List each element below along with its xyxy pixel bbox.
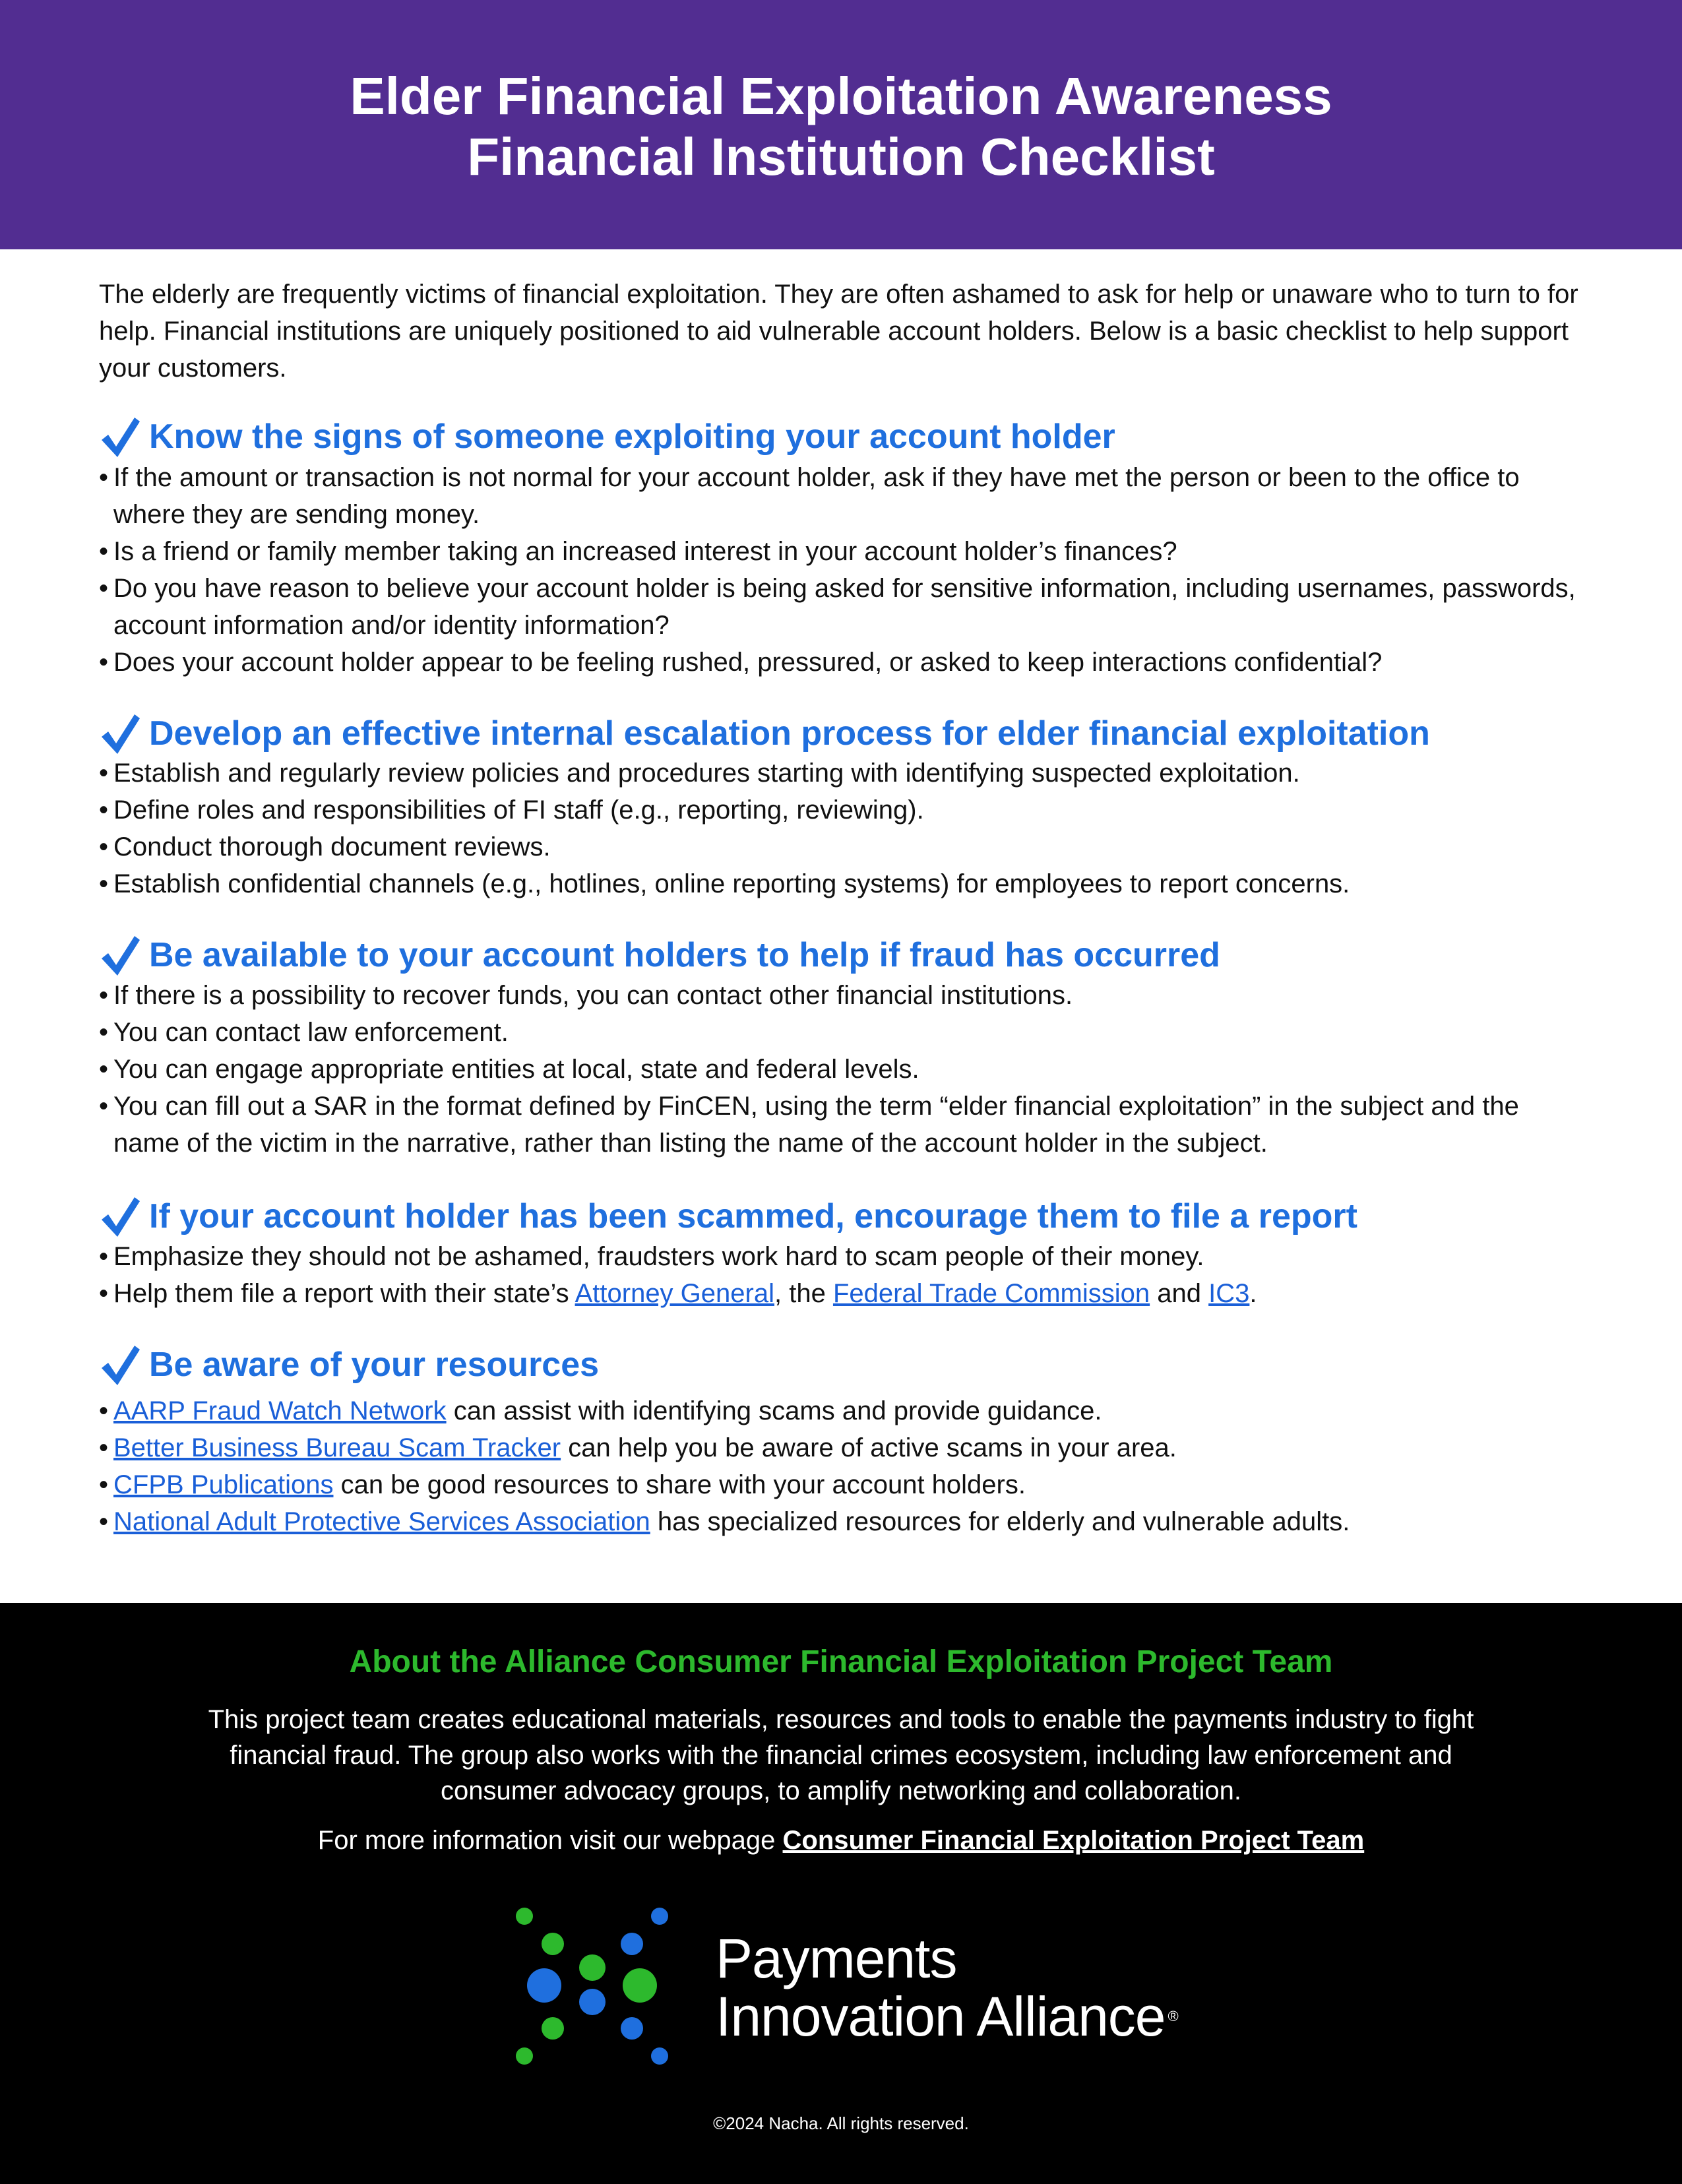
list-item: • Is a friend or family member taking an increased interest in your account holder’s finances?	[99, 533, 1590, 570]
section-title: If your account holder has been scammed, encourage them to file a report	[149, 1197, 1357, 1235]
footer-description: This project team creates educational materials, resources and tools to enable the payments industry to fight financial fraud. The group also works with the financial crimes ecosystem, including law enforcement and consumer advocacy groups, to amplify networking and collaboration.	[208, 1705, 1474, 1805]
copyright: ©2024 Nacha. All rights reserved.	[713, 2113, 969, 2133]
report-suffix: .	[1249, 1279, 1257, 1308]
alliance-logo-text	[716, 1929, 1178, 2045]
footer-heading: About the Alliance Consumer Financial Exploitation Project Team	[349, 1644, 1333, 1679]
attorney-general-link[interactable]: Attorney General	[575, 1279, 774, 1308]
resource-text: can assist with identifying scams and provide guidance.	[446, 1396, 1102, 1425]
section-title: Be aware of your resources	[149, 1346, 600, 1384]
logo-line1: Payments	[716, 1927, 957, 1989]
list-item-resource	[99, 1392, 1590, 1429]
footer-more-info	[0, 1826, 1682, 1856]
checkmark-icon	[99, 414, 141, 460]
report-mid2: and	[1150, 1279, 1209, 1308]
list-item: • Define roles and responsibilities of FI staff (e.g., reporting, reviewing).	[99, 792, 1590, 828]
list-item: • Establish confidential channels (e.g., hotlines, online reporting systems) for employees to report concerns.	[99, 865, 1590, 902]
resource-text: can be good resources to share with your account holders.	[333, 1470, 1026, 1499]
section-resources-heading	[99, 1338, 599, 1391]
list-item-resource	[99, 1503, 1590, 1540]
list-item: • Establish and regularly review policies and procedures starting with identifying suspected exploitation.	[99, 755, 1590, 792]
napsa-link[interactable]: National Adult Protective Services Association	[113, 1507, 650, 1536]
list-item: • Do you have reason to believe your account holder is being asked for sensitive information, including usernames, passwords, account information and/or identity information?	[99, 570, 1590, 644]
section-title: Be available to your account holders to help if fraud has occurred	[149, 936, 1220, 974]
ic3-link[interactable]: IC3	[1208, 1279, 1250, 1308]
page-title-line1: Elder Financial Exploitation Awareness	[350, 67, 1332, 125]
footer	[0, 1603, 1682, 2184]
report-mid1: , the	[774, 1279, 833, 1308]
resource-text: has specialized resources for elderly and vulnerable adults.	[650, 1507, 1350, 1536]
section-report-list	[99, 1238, 1590, 1312]
checkmark-icon	[99, 1342, 141, 1388]
section-report-heading	[99, 1190, 1357, 1243]
footer-more-prefix: For more information visit our webpage	[317, 1826, 783, 1855]
header-banner	[0, 0, 1682, 249]
list-item-resource	[99, 1466, 1590, 1503]
section-available-list	[99, 977, 1590, 1162]
checkmark-icon	[99, 1193, 141, 1239]
list-item-resource	[99, 1429, 1590, 1466]
list-item-report-links	[99, 1275, 1590, 1312]
list-item: • If there is a possibility to recover funds, you can contact other financial institutions.	[99, 977, 1590, 1014]
section-resources-list	[99, 1392, 1590, 1540]
bbb-link[interactable]: Better Business Bureau Scam Tracker	[113, 1433, 561, 1462]
list-item: • You can fill out a SAR in the format defined by FinCEN, using the term “elder financial exploitation” in the subject and the name of the victim in the narrative, rather than listing the name of the account holder in the subject.	[99, 1088, 1590, 1162]
checkmark-icon	[99, 932, 141, 978]
resource-text: can help you be aware of active scams in your area.	[561, 1433, 1177, 1462]
logo-line2: Innovation Alliance	[716, 1985, 1166, 2047]
ftc-link[interactable]: Federal Trade Commission	[832, 1279, 1150, 1308]
checkmark-icon	[99, 710, 141, 757]
section-signs-heading	[99, 410, 1115, 463]
cfpb-link[interactable]: CFPB Publications	[113, 1470, 334, 1499]
logo-line2-wrap	[716, 1987, 1178, 2045]
section-available-heading	[99, 929, 1220, 982]
alliance-logo-icon	[508, 1903, 673, 2068]
page-title-line2: Financial Institution Checklist	[467, 127, 1215, 186]
section-title: Know the signs of someone exploiting your account holder	[149, 418, 1115, 456]
list-item: • Does your account holder appear to be feeling rushed, pressured, or asked to keep interactions confidential?	[99, 644, 1590, 681]
list-item: • If the amount or transaction is not normal for your account holder, ask if they have met the person or been to the office to where they are sending money.	[99, 459, 1590, 533]
section-escalation-list	[99, 755, 1590, 902]
intro-paragraph: The elderly are frequently victims of financial exploitation. They are often ashamed to ask for help or unaware who to turn to for help. Financial institutions are uniquely positioned to aid vulnerable account holders. Below is a basic checklist to help support your customers.	[99, 280, 1578, 383]
project-team-link[interactable]: Consumer Financial Exploitation Project Team	[782, 1826, 1365, 1855]
report-prefix: Help them file a report with their state’s	[113, 1279, 575, 1308]
section-escalation-heading	[99, 707, 1430, 760]
list-item: • Conduct thorough document reviews.	[99, 828, 1590, 865]
list-item: • You can engage appropriate entities at local, state and federal levels.	[99, 1051, 1590, 1088]
aarp-link[interactable]: AARP Fraud Watch Network	[113, 1396, 447, 1425]
list-item: • You can contact law enforcement.	[99, 1014, 1590, 1051]
registered-mark: ®	[1168, 2008, 1178, 2024]
list-item: • Emphasize they should not be ashamed, fraudsters work hard to scam people of their money.	[99, 1238, 1590, 1275]
section-signs-list	[99, 459, 1590, 681]
section-title: Develop an effective internal escalation process for elder financial exploitation	[149, 714, 1430, 753]
